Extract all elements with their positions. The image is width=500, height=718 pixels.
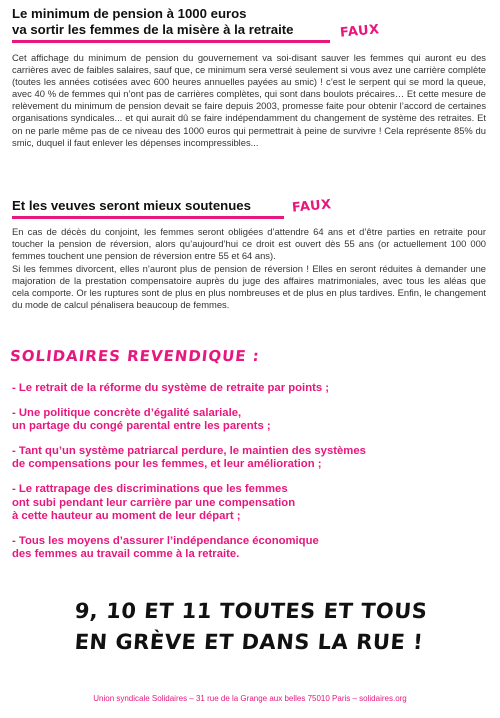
claim-line: ont subi pendant leur carrière par une compensation <box>12 496 296 509</box>
slogan-line: 9, 10 ET 11 TOUTES ET TOUS <box>73 599 429 623</box>
strike-slogan <box>0 596 500 658</box>
slogan-line: EN GRÈVE ET DANS LA RUE ! <box>73 630 425 654</box>
section2-title-line: Et les veuves seront mieux soutenues <box>12 198 251 213</box>
claim-line: - Tant qu’un système patriarcal perdure, le maintien des systèmes <box>12 444 366 457</box>
claims-title: SOLIDAIRES REVENDIQUE : <box>9 347 261 365</box>
claim-line: - Une politique concrète d’égalité salariale, <box>12 406 242 419</box>
section1-title <box>12 6 294 37</box>
claim-line: - Le rattrapage des discriminations que les femmes <box>12 482 288 495</box>
section2-underline <box>12 216 284 219</box>
claims-list <box>12 382 488 573</box>
claim-line: - Le retrait de la réforme du système de retraite par points ; <box>12 382 330 394</box>
section2-title <box>12 198 251 214</box>
claim-line: - Tous les moyens d’assurer l’indépendance économique <box>12 534 319 547</box>
claim-line: un partage du congé parental entre les parents ; <box>12 420 271 433</box>
claim-line: des femmes au travail comme à la retraite. <box>12 548 240 561</box>
section1-paragraph: Cet affichage du minimum de pension du gouvernement va soi-disant sauver les femmes qui auront eu des carrières avec de faibles salaires, sauf que, ce minimum sera versé seulement si vous avez une carrière complète (toutes les années cotisées avec 600 heures annuelles payées au smic) ! c’est le serpent qui se mord la queue, avec 40 % de femmes qui n’ont pas de carrières complètes, qui sont dans boulots précaires… Et cette mesure de relèvement du minimum de pension devait se faire depuis 2003, promesse faite pour obtenir l’accord de certaines organisations syndicales... et qui aurait dû se faire indépendamment du changement de système des retraites. Et on ne parle même pas de ce niveau des 1000 euros qui permettrait à peine de survivre ! Cela représente 85% du smic, duquel il faut enlever les dépenses incompressibles... <box>12 52 486 148</box>
claim-item <box>12 483 488 524</box>
section2-paragraph2: Si les femmes divorcent, elles n’auront plus de pension de réversion ! Elles en seront réduites à demander une majoration de la prestation compensatoire auprès du juge des affaires matrimoniales, avec tous les aléas que cela comporte. Or les ruptures sont de plus en plus nombreuses et de plus en plus tardives. Enfin, le changement du mode de calcul pénalisera beaucoup de femmes. <box>12 263 486 311</box>
section1-underline <box>12 40 330 43</box>
claim-line: de compensations pour les femmes, et leur amélioration ; <box>12 458 322 471</box>
section2-paragraph1: En cas de décès du conjoint, les femmes seront obligées d’attendre 64 ans et d’être parties en retraite pour toucher la pension de réversion, alors qu’aujourd’hui ce droit est ouvert dès 55 ans (or actuellement 100 000 femmes touchent une pension de réversion entre 55 et 64 ans). <box>12 226 486 262</box>
section1-title-line: Le minimum de pension à 1000 euros <box>12 6 247 21</box>
claim-line: à cette hauteur au moment de leur départ ; <box>12 510 241 523</box>
claim-item <box>12 535 488 562</box>
section1-title-line: va sortir les femmes de la misère à la retraite <box>12 21 294 37</box>
footer-address: Union syndicale Solidaires – 31 rue de la Grange aux belles 75010 Paris – solidaires.org <box>93 694 407 703</box>
section1-verdict: FAUX <box>339 22 381 41</box>
claim-item <box>12 407 488 434</box>
section2-verdict: FAUX <box>291 197 333 216</box>
claim-item <box>12 382 488 396</box>
claim-item <box>12 445 488 472</box>
